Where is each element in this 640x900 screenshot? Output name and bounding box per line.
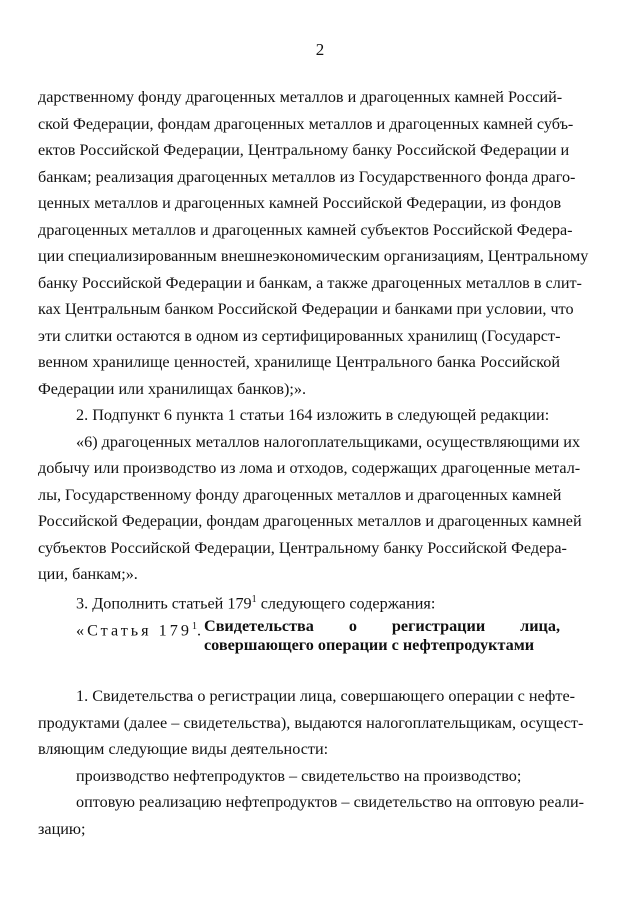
item-3 (38, 587, 560, 617)
item-2-heading: 2. Подпункт 6 пункта 1 статьи 164 изложить в следующей редакции: (76, 406, 550, 424)
article-label-sup: 1 (191, 621, 197, 632)
article-label-text: «Статья 179 (76, 621, 192, 640)
article-title-line: Свидетельства о регистрации лица, (204, 617, 560, 635)
text-line: оптовую реализацию нефтепродуктов – свидетельство на оптовую реали- (76, 793, 584, 811)
text-line: продуктами (далее – свидетельства), выдаются налогоплательщикам, осущест- (38, 713, 584, 732)
article-body (38, 683, 584, 842)
item-2 (38, 402, 582, 588)
paragraph-continuation (38, 84, 589, 402)
text-line: ской Федерации, фондам драгоценных металлов и драгоценных камней субъ- (38, 114, 574, 133)
page-number: 2 (315, 40, 325, 59)
text-line: дарственному фонду драгоценных металлов и драгоценных камней Россий- (38, 88, 563, 106)
text-line: Федерации или хранилищах банков);». (38, 379, 307, 398)
text-line: зацию; (38, 819, 86, 838)
text-line: вляющим следующие виды деятельности: (38, 740, 329, 758)
text-line: драгоценных металлов и драгоценных камней субъектов Российской Федера- (38, 220, 573, 239)
item-3-text-after: следующего содержания: (256, 594, 436, 613)
item-3-text (38, 587, 560, 617)
text-line: 1. Свидетельства о регистрации лица, совершающего операции с нефте- (76, 687, 576, 705)
text-line: «6) драгоценных металлов налогоплательщиками, осуществляющими их (76, 432, 581, 451)
text-line: ках Центральным банком Российской Федерации и банками при условии, что (38, 300, 574, 318)
text-line: ции специализированным внешнеэкономическим организациям, Центральному (38, 247, 589, 265)
text-line: венном хранилище ценностей, хранилище Центрального банка Российской (38, 353, 560, 371)
article-title-line: совершающего операции с нефтепродуктами (204, 636, 535, 654)
article-label-dot: . (196, 621, 204, 640)
article-title (204, 617, 560, 655)
item-3-sup: 1 (251, 594, 257, 605)
text-line: банкам; реализация драгоценных металлов из Государственного фонда драго- (38, 167, 576, 186)
text-line: добычу или производство из лома и отходов, содержащих драгоценные метал- (38, 459, 581, 477)
article-label (76, 617, 204, 640)
text-line: ции, банкам;». (38, 565, 138, 583)
text-line: ектов Российской Федерации, Центральному банку Российской Федерации и (38, 141, 570, 159)
item-3-text-before: 3. Дополнить статьей 179 (76, 594, 252, 613)
text-line: банку Российской Федерации и банкам, а также драгоценных металлов в слит- (38, 273, 582, 292)
text-line: субъектов Российской Федерации, Центральному банку Российской Федера- (38, 538, 567, 557)
text-line: лы, Государственному фонду драгоценных металлов и драгоценных камней (38, 485, 562, 504)
text-line: эти слитки остаются в одном из сертифицированных хранилищ (Государст- (38, 326, 561, 345)
text-line: ценных металлов и драгоценных камней Российской Федерации, из фондов (38, 194, 562, 212)
text-line: Российской Федерации, фондам драгоценных металлов и драгоценных камней (38, 512, 582, 530)
text-line: производство нефтепродуктов – свидетельство на производство; (76, 766, 522, 785)
